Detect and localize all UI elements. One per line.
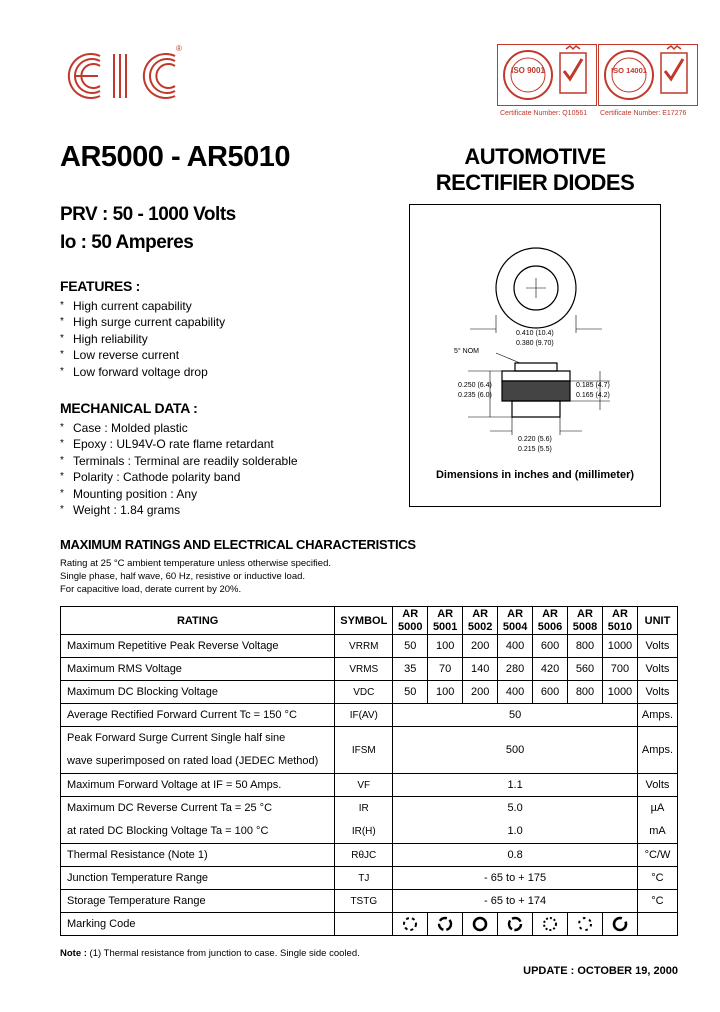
unit-cell: Volts [637, 681, 677, 704]
ratings-heading: MAXIMUM RATINGS AND ELECTRICAL CHARACTERISTICS [60, 537, 416, 552]
header-part: AR 5010 [602, 607, 637, 635]
value-cell: 200 [463, 635, 498, 658]
list-item: * High reliability [60, 331, 225, 347]
dim-bot-2: 0.215 (5.5) [518, 446, 552, 453]
symbol-cell: TSTG [335, 890, 393, 913]
common-value-cell: 50 [393, 704, 638, 727]
dim-bot-1: 0.220 (5.6) [518, 436, 552, 443]
value-cell: 560 [568, 658, 603, 681]
iso14001-seal-icon [599, 45, 697, 105]
mechanical-list [60, 420, 298, 518]
value-cell: 70 [428, 658, 463, 681]
list-item: * High current capability [60, 298, 225, 314]
diagram-caption: Dimensions in inches and (millimeter) [435, 469, 635, 481]
update-date: UPDATE : OCTOBER 19, 2000 [523, 965, 678, 977]
header-symbol: SYMBOL [335, 607, 393, 635]
param-cell: Peak Forward Surge Current Single half sine wave superimposed on rated load (JEDEC Method) [61, 727, 335, 774]
common-value-cell: 1.1 [393, 774, 638, 797]
value-cell: 400 [498, 681, 533, 704]
param-cell: Thermal Resistance (Note 1) [61, 844, 335, 867]
type-title-line2: RECTIFIER DIODES [435, 170, 635, 195]
dim-right-1: 0.185 (4.7) [576, 382, 610, 389]
type-title [410, 144, 660, 196]
value-cell: 100 [428, 635, 463, 658]
symbol-cell: IF(AV) [335, 704, 393, 727]
footnote [60, 948, 360, 959]
table-row [61, 913, 678, 936]
unit-cell: °C [637, 867, 677, 890]
symbol-cell: RθJC [335, 844, 393, 867]
list-item: * Weight : 1.84 grams [60, 502, 298, 518]
value-cell: 600 [533, 635, 568, 658]
dim-left-1: 0.250 (6.4) [458, 382, 492, 389]
cert2-number: Certificate Number: E17276 [600, 110, 687, 117]
list-item: * Low reverse current [60, 347, 225, 363]
cert1-number: Certificate Number: Q10561 [500, 110, 588, 117]
note-line: Rating at 25 °C ambient temperature unless otherwise specified. [60, 558, 331, 569]
rating-notes [60, 557, 331, 596]
list-item: * Mounting position : Any [60, 486, 298, 502]
iso9001-seal-icon [498, 45, 596, 105]
note-line: Single phase, half wave, 60 Hz, resistive or inductive load. [60, 571, 306, 582]
registered-mark: ® [176, 44, 182, 53]
table-row [61, 890, 678, 913]
list-item: * Terminals : Terminal are readily solderable [60, 453, 298, 469]
symbol-cell: VRRM [335, 635, 393, 658]
table-row [61, 658, 678, 681]
symbol-cell [335, 913, 393, 936]
common-value-cell: - 65 to + 174 [393, 890, 638, 913]
param-cell: Maximum RMS Voltage [61, 658, 335, 681]
characteristics-table [60, 606, 678, 936]
table-row [61, 844, 678, 867]
unit-cell: Volts [637, 658, 677, 681]
value-cell: 1000 [602, 635, 637, 658]
unit-cell: Volts [637, 635, 677, 658]
table-row [61, 704, 678, 727]
marking-code-5004-icon [498, 913, 533, 936]
symbol-cell: VRMS [335, 658, 393, 681]
value-cell: 800 [568, 635, 603, 658]
table-row [61, 867, 678, 890]
header-part: AR 5006 [533, 607, 568, 635]
table-row [61, 774, 678, 797]
marking-code-5000-icon [393, 913, 428, 936]
value-cell: 50 [393, 681, 428, 704]
marking-code-5006-icon [533, 913, 568, 936]
diode-outline-drawing [410, 205, 660, 465]
unit-cell: Amps. [637, 727, 677, 774]
value-cell: 50 [393, 635, 428, 658]
features-heading: FEATURES : [60, 278, 140, 294]
marking-code-5010-icon [602, 913, 637, 936]
symbol-cell: TJ [335, 867, 393, 890]
table-row [61, 681, 678, 704]
value-cell: 280 [498, 658, 533, 681]
io-rating: Io : 50 Amperes [60, 232, 194, 253]
unit-cell: Amps. [637, 704, 677, 727]
param-cell: Maximum Repetitive Peak Reverse Voltage [61, 635, 335, 658]
common-value-cell: 0.8 [393, 844, 638, 867]
header-part: AR 5000 [393, 607, 428, 635]
header-part: AR 5002 [463, 607, 498, 635]
footnote-label: Note : [60, 948, 87, 959]
marking-code-5008-icon [568, 913, 603, 936]
value-cell: 600 [533, 681, 568, 704]
value-cell: 420 [533, 658, 568, 681]
features-list [60, 298, 225, 380]
table-row [61, 727, 678, 774]
header-rating: RATING [61, 607, 335, 635]
dim-nom: 5° NOM [454, 348, 479, 355]
param-cell: Maximum DC Reverse Current Ta = 25 °C at rated DC Blocking Voltage Ta = 100 °C [61, 797, 335, 844]
note-line: For capacitive load, derate current by 20%. [60, 584, 242, 595]
header-part: AR 5001 [428, 607, 463, 635]
cert1-label: ISO 9001 [511, 66, 545, 75]
header-unit: UNIT [637, 607, 677, 635]
dim-top-2: 0.380 (9.70) [516, 340, 554, 347]
param-cell: Maximum DC Blocking Voltage [61, 681, 335, 704]
param-cell: Maximum Forward Voltage at IF = 50 Amps. [61, 774, 335, 797]
param-cell: Marking Code [61, 913, 335, 936]
dim-right-2: 0.165 (4.2) [576, 392, 610, 399]
common-value-cell: 5.0 1.0 [393, 797, 638, 844]
param-cell: Storage Temperature Range [61, 890, 335, 913]
iso14001-badge [598, 44, 698, 106]
mechanical-heading: MECHANICAL DATA : [60, 400, 198, 416]
symbol-cell: IFSM [335, 727, 393, 774]
value-cell: 200 [463, 681, 498, 704]
list-item: * Epoxy : UL94V-O rate flame retardant [60, 436, 298, 452]
value-cell: 700 [602, 658, 637, 681]
cert2-label: ISO 14001 [611, 66, 647, 75]
value-cell: 35 [393, 658, 428, 681]
value-cell: 800 [568, 681, 603, 704]
list-item: * Case : Molded plastic [60, 420, 298, 436]
unit-cell: Volts [637, 774, 677, 797]
unit-cell [637, 913, 677, 936]
symbol-cell: VF [335, 774, 393, 797]
iso9001-badge [497, 44, 597, 106]
common-value-cell: - 65 to + 175 [393, 867, 638, 890]
symbol-cell: IR IR(H) [335, 797, 393, 844]
part-title: AR5000 - AR5010 [60, 141, 290, 173]
value-cell: 100 [428, 681, 463, 704]
param-cell: Average Rectified Forward Current Tc = 150 °C [61, 704, 335, 727]
header-part: AR 5008 [568, 607, 603, 635]
prv-rating: PRV : 50 - 1000 Volts [60, 204, 236, 225]
unit-cell: µA mA [637, 797, 677, 844]
symbol-cell: VDC [335, 681, 393, 704]
list-item: * Low forward voltage drop [60, 364, 225, 380]
dim-left-2: 0.235 (6.0) [458, 392, 492, 399]
type-title-line1: AUTOMOTIVE [464, 144, 606, 169]
value-cell: 400 [498, 635, 533, 658]
param-cell: Junction Temperature Range [61, 867, 335, 890]
list-item: * High surge current capability [60, 314, 225, 330]
common-value-cell: 500 [393, 727, 638, 774]
dim-top-1: 0.410 (10.4) [516, 330, 554, 337]
list-item: * Polarity : Cathode polarity band [60, 469, 298, 485]
unit-cell: °C/W [637, 844, 677, 867]
dimension-diagram [409, 204, 661, 507]
marking-code-5002-icon [463, 913, 498, 936]
table-header-row [61, 607, 678, 635]
table-row [61, 635, 678, 658]
eic-logo [60, 48, 200, 104]
table-row [61, 797, 678, 844]
unit-cell: °C [637, 890, 677, 913]
value-cell: 140 [463, 658, 498, 681]
footnote-text: (1) Thermal resistance from junction to case. Single side cooled. [86, 948, 360, 959]
header-part: AR 5004 [498, 607, 533, 635]
marking-code-5001-icon [428, 913, 463, 936]
value-cell: 1000 [602, 681, 637, 704]
